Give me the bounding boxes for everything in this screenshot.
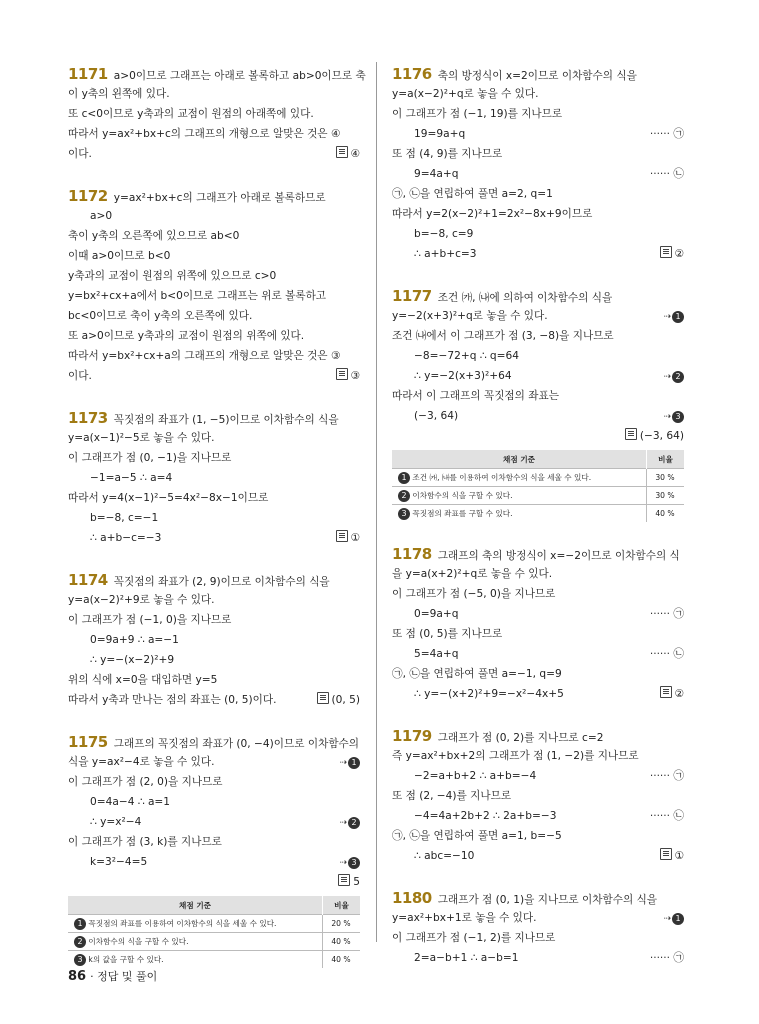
step-badge: 1 <box>398 472 410 484</box>
step-marker: ⇢ 2 <box>663 366 684 387</box>
solution-line: 0=9a+q <box>414 608 459 620</box>
scoring-table <box>68 896 360 968</box>
problem-number: 1172 <box>68 187 108 205</box>
solution-line: −8=−72+q ∴ q=64 <box>414 350 520 362</box>
scoring-header: 채점 기준 <box>392 450 647 469</box>
ratio-cell: 40 % <box>647 505 685 523</box>
ratio-cell: 30 % <box>647 469 685 487</box>
solution-line: 이다. <box>68 370 92 382</box>
right-column <box>392 64 684 990</box>
answer-value: ③ <box>350 370 360 382</box>
solution-line: 이 그래프가 점 (−1, 0)을 지나므로 <box>68 614 232 626</box>
equation-tag: ······ ㉡ <box>649 168 684 180</box>
step-badge: 2 <box>74 936 86 948</box>
solution-line: 따라서 y=bx²+cx+a의 그래프의 개형으로 알맞은 것은 ③ <box>68 350 341 362</box>
equation-tag: ······ ㉠ <box>649 128 684 140</box>
problem-number: 1173 <box>68 409 108 427</box>
page-footer <box>68 968 157 984</box>
solution-line: 이 그래프가 점 (3, k)를 지나므로 <box>68 836 222 848</box>
ratio-cell: 20 % <box>323 915 361 933</box>
step-marker: ⇢ 2 <box>339 812 360 833</box>
solution-line: 따라서 이 그래프의 꼭짓점의 좌표는 <box>392 390 559 402</box>
solution-line: 따라서 y=ax²+bx+c의 그래프의 개형으로 알맞은 것은 ④ <box>68 128 341 140</box>
solution-line: ∴ y=x²−4 <box>90 816 142 828</box>
answer-value: (−3, 64) <box>639 430 684 442</box>
problem-1174 <box>68 570 360 710</box>
scoring-header: 채점 기준 <box>68 896 323 915</box>
step-marker: ⇢ 1 <box>663 306 684 327</box>
step-badge: 1 <box>672 913 684 925</box>
ratio-header: 비율 <box>647 450 685 469</box>
column-divider <box>376 62 377 942</box>
solution-line: y=ax²+bx+c의 그래프가 아래로 볼록하므로 <box>113 192 326 204</box>
solution-line: 을 y=a(x+2)²+q로 놓을 수 있다. <box>392 568 553 580</box>
answer-mark <box>660 684 685 704</box>
answer-value: ④ <box>350 148 360 160</box>
solution-line: 이 그래프가 점 (−1, 19)를 지나므로 <box>392 108 563 120</box>
solution-line: 축의 방정식이 x=2이므로 이차함수의 식을 <box>437 70 637 82</box>
solution-line: 이다. <box>68 148 92 160</box>
answer-value: (0, 5) <box>331 694 360 706</box>
solution-line: 또 점 (4, 9)를 지나므로 <box>392 148 503 160</box>
page-number: 86 <box>68 969 87 984</box>
answer-mark <box>338 872 360 892</box>
problem-number: 1176 <box>392 65 432 83</box>
solution-line: a>0 <box>90 210 113 222</box>
solution-line: 조건 ㈏에서 이 그래프가 점 (3, −8)을 지나므로 <box>392 330 614 342</box>
step-badge: 2 <box>672 371 684 383</box>
solution-line: 19=9a+q <box>414 128 466 140</box>
solution-line: bc<0이므로 축이 y축의 오른쪽에 있다. <box>68 310 253 322</box>
problem-number: 1171 <box>68 65 108 83</box>
solution-line: −1=a−5 ∴ a=4 <box>90 472 173 484</box>
solution-line: b=−8, c=−1 <box>90 512 159 524</box>
answer-value: 5 <box>353 876 360 888</box>
answer-mark <box>336 366 361 386</box>
answer-value: ① <box>674 850 684 862</box>
equation-tag: ······ ㉠ <box>649 770 684 782</box>
step-badge: 3 <box>672 411 684 423</box>
solution-line: (−3, 64) <box>414 410 459 422</box>
solution-line: y축과의 교점이 원점의 위쪽에 있으므로 c>0 <box>68 270 277 282</box>
answer-icon <box>660 686 672 698</box>
solution-line: b=−8, c=9 <box>414 228 474 240</box>
problem-1173 <box>68 408 360 548</box>
solution-line: 또 점 (0, 5)를 지나므로 <box>392 628 503 640</box>
solution-line: 0=9a+9 ∴ a=−1 <box>90 634 179 646</box>
answer-mark <box>317 690 360 710</box>
solution-line: 즉 y=ax²+bx+2의 그래프가 점 (1, −2)를 지나므로 <box>392 750 639 762</box>
solution-line: ㉠, ㉡을 연립하여 풀면 a=2, q=1 <box>392 188 553 200</box>
solution-line: 그래프의 꼭짓점의 좌표가 (0, −4)이므로 이차함수의 <box>113 738 360 750</box>
ratio-cell: 40 % <box>323 933 361 951</box>
answer-mark <box>625 426 684 446</box>
solution-line: 그래프가 점 (0, 1)을 지나므로 이차함수의 식을 <box>437 894 658 906</box>
step-badge: 3 <box>74 954 86 966</box>
answer-mark <box>336 528 361 548</box>
solution-line: ∴ a+b−c=−3 <box>90 532 162 544</box>
problem-number: 1178 <box>392 545 432 563</box>
solution-line: ∴ a+b+c=3 <box>414 248 477 260</box>
solution-line: y=ax²+bx+1로 놓을 수 있다. <box>392 912 537 924</box>
table-row <box>392 505 684 523</box>
answer-icon <box>336 146 348 158</box>
solution-line: 또 a>0이므로 y축과의 교점이 원점의 위쪽에 있다. <box>68 330 305 342</box>
solution-line: ∴ y=−2(x+3)²+64 <box>414 370 512 382</box>
answer-icon <box>625 428 637 440</box>
solution-line: 위의 식에 x=0을 대입하면 y=5 <box>68 674 218 686</box>
solution-line: 그래프의 축의 방정식이 x=−2이므로 이차함수의 식 <box>437 550 680 562</box>
solution-line: ∴ abc=−10 <box>414 850 475 862</box>
problem-1171 <box>68 64 366 164</box>
criterion-text: 조건 ㈎, ㈏를 이용하여 이차함수의 식을 세울 수 있다. <box>412 472 592 482</box>
ratio-header: 비율 <box>323 896 361 915</box>
solution-line: ∴ y=−(x−2)²+9 <box>90 654 175 666</box>
equation-tag: ······ ㉠ <box>649 952 684 964</box>
step-badge: 3 <box>348 857 360 869</box>
criterion-text: 이차함수의 식을 구할 수 있다. <box>88 936 189 946</box>
problem-number: 1175 <box>68 733 108 751</box>
solution-line: 그래프가 점 (0, 2)를 지나므로 c=2 <box>437 732 604 744</box>
solution-line: ㉠, ㉡을 연립하여 풀면 a=−1, q=9 <box>392 668 562 680</box>
answer-value: ② <box>674 688 684 700</box>
solution-line: 따라서 y축과 만나는 점의 좌표는 (0, 5)이다. <box>68 694 277 706</box>
step-badge: 2 <box>348 817 360 829</box>
solution-line: −2=a+b+2 ∴ a+b=−4 <box>414 770 537 782</box>
solution-line: y=bx²+cx+a에서 b<0이므로 그래프는 위로 볼록하고 <box>68 290 327 302</box>
answer-icon <box>336 368 348 380</box>
step-marker: ⇢ 3 <box>339 852 360 873</box>
step-badge: 1 <box>672 311 684 323</box>
answer-icon <box>338 874 350 886</box>
answer-mark <box>660 846 685 866</box>
equation-tag: ······ ㉡ <box>649 810 684 822</box>
criterion-text: 꼭짓점의 좌표를 구할 수 있다. <box>412 508 513 518</box>
problem-1179 <box>392 726 684 866</box>
problem-number: 1174 <box>68 571 108 589</box>
table-row <box>68 951 360 969</box>
solution-line: 따라서 y=2(x−2)²+1=2x²−8x+9이므로 <box>392 208 593 220</box>
solution-line: 꼭짓점의 좌표가 (2, 9)이므로 이차함수의 식을 <box>113 576 330 588</box>
problem-number: 1177 <box>392 287 432 305</box>
step-marker: ⇢ 3 <box>663 406 684 427</box>
table-row <box>68 933 360 951</box>
solution-line: 2=a−b+1 ∴ a−b=1 <box>414 952 519 964</box>
answer-icon <box>336 530 348 542</box>
step-badge: 1 <box>348 757 360 769</box>
problem-number: 1179 <box>392 727 432 745</box>
solution-line: 이 그래프가 점 (0, −1)을 지나므로 <box>68 452 232 464</box>
scoring-table <box>392 450 684 522</box>
answer-icon <box>660 246 672 258</box>
problem-number: 1180 <box>392 889 432 907</box>
equation-tag: ······ ㉡ <box>649 648 684 660</box>
solution-line: y=a(x−2)²+9로 놓을 수 있다. <box>68 594 215 606</box>
problem-1172 <box>68 186 360 386</box>
answer-icon <box>317 692 329 704</box>
step-marker: ⇢ 1 <box>663 908 684 929</box>
footer-label: · 정답 및 풀이 <box>90 970 158 983</box>
solution-line: 조건 ㈎, ㈏에 의하여 이차함수의 식을 <box>437 292 613 304</box>
answer-mark <box>660 244 685 264</box>
problem-1178 <box>392 544 684 704</box>
step-badge: 1 <box>74 918 86 930</box>
solution-line: 이때 a>0이므로 b<0 <box>68 250 171 262</box>
answer-mark <box>336 144 361 164</box>
solution-line: 꼭짓점의 좌표가 (1, −5)이므로 이차함수의 식을 <box>113 414 339 426</box>
solution-line: 5=4a+q <box>414 648 459 660</box>
problem-1175 <box>68 732 360 968</box>
solution-line: y=a(x−1)²−5로 놓을 수 있다. <box>68 432 215 444</box>
solution-line: k=3²−4=5 <box>90 856 148 868</box>
answer-value: ① <box>350 532 360 544</box>
answer-icon <box>660 848 672 860</box>
solution-line: 이 그래프가 점 (−1, 2)를 지나므로 <box>392 932 556 944</box>
ratio-cell: 40 % <box>323 951 361 969</box>
solution-line: 또 점 (2, −4)를 지나므로 <box>392 790 512 802</box>
equation-tag: ······ ㉠ <box>649 608 684 620</box>
answer-value: ② <box>674 248 684 260</box>
solution-line: y=a(x−2)²+q로 놓을 수 있다. <box>392 88 539 100</box>
table-row <box>392 487 684 505</box>
solution-line: 이 그래프가 점 (2, 0)을 지나므로 <box>68 776 223 788</box>
solution-line: 식을 y=ax²−4로 놓을 수 있다. <box>68 756 215 768</box>
problem-1177 <box>392 286 684 522</box>
problem-1176 <box>392 64 684 264</box>
solution-line: −4=4a+2b+2 ∴ 2a+b=−3 <box>414 810 557 822</box>
solution-line: ㉠, ㉡을 연립하여 풀면 a=1, b=−5 <box>392 830 562 842</box>
table-row <box>392 469 684 487</box>
solution-line: a>0이므로 그래프는 아래로 볼록하고 ab>0이므로 축 <box>113 70 366 82</box>
solution-line: 9=4a+q <box>414 168 459 180</box>
criterion-text: 꼭짓점의 좌표를 이용하여 이차함수의 식을 세울 수 있다. <box>88 918 277 928</box>
step-badge: 2 <box>398 490 410 502</box>
table-row <box>68 915 360 933</box>
criterion-text: 이차함수의 식을 구할 수 있다. <box>412 490 513 500</box>
solution-line: y=−2(x+3)²+q로 놓을 수 있다. <box>392 310 548 322</box>
solution-line: 이 그래프가 점 (−5, 0)을 지나므로 <box>392 588 556 600</box>
solution-line: 따라서 y=4(x−1)²−5=4x²−8x−1이므로 <box>68 492 269 504</box>
solution-line: 또 c<0이므로 y축과의 교점이 원점의 아래쪽에 있다. <box>68 108 314 120</box>
step-marker: ⇢ 1 <box>339 752 360 773</box>
solution-line: 축이 y축의 오른쪽에 있으므로 ab<0 <box>68 230 240 242</box>
solution-line: 0=4a−4 ∴ a=1 <box>90 796 171 808</box>
ratio-cell: 30 % <box>647 487 685 505</box>
criterion-text: k의 값을 구할 수 있다. <box>88 954 164 964</box>
problem-1180 <box>392 888 684 968</box>
solution-line: 이 y축의 왼쪽에 있다. <box>68 88 170 100</box>
step-badge: 3 <box>398 508 410 520</box>
solution-line: ∴ y=−(x+2)²+9=−x²−4x+5 <box>414 688 564 700</box>
left-column <box>68 64 366 990</box>
